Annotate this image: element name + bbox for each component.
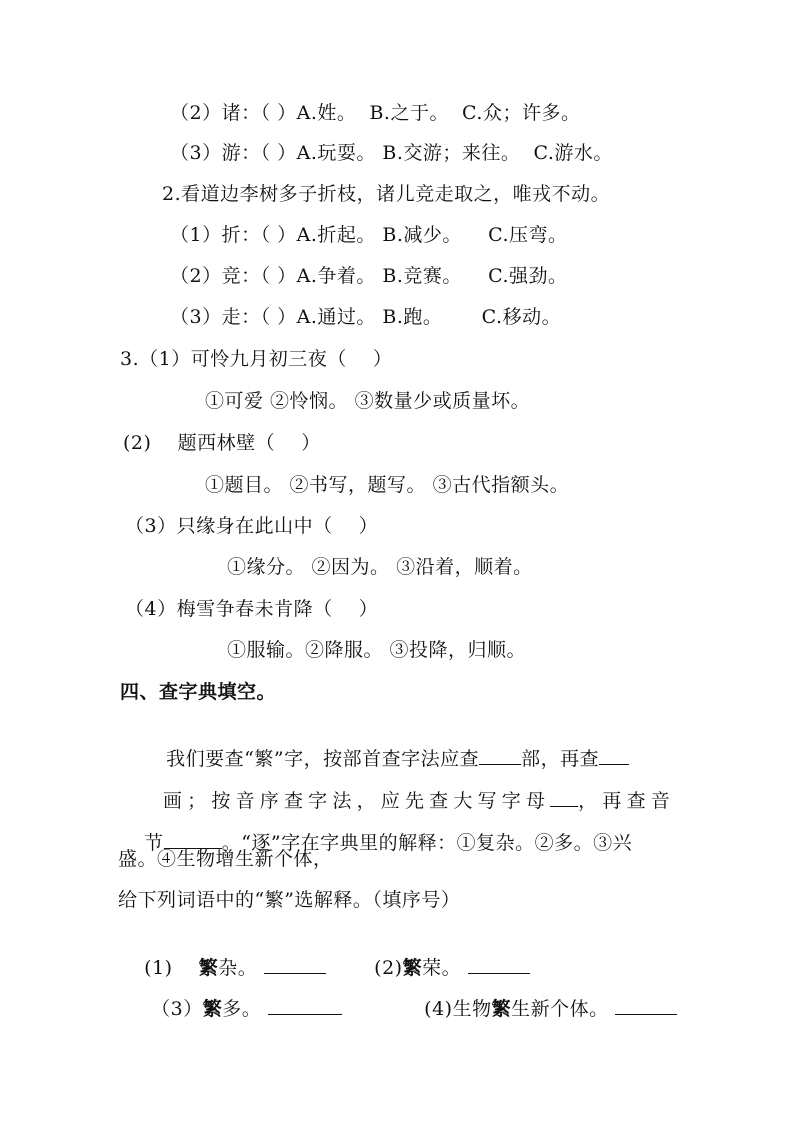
para-3-text-b: 。“逐”字在字典里的解释：①复杂。②多。③兴 (221, 832, 633, 854)
question-3-4: （4）梅雪争春未肯降（ ） (125, 598, 379, 620)
question-2-2-2: （2）竞：（ ）A.争着。 B.竞赛。 C.强劲。 (170, 265, 568, 287)
question-2-2-3: （3）走：（ ）A.通过。 B.跑。 C.移动。 (170, 306, 562, 328)
word-4-highlight: 繁 (491, 998, 512, 1020)
word-4-number: (4)生物 (424, 998, 492, 1020)
question-3-3: （3）只缘身在此山中（ ） (125, 515, 379, 537)
word-3-rest: 多。 (222, 998, 262, 1020)
word-1-rest: 杂。 (218, 957, 258, 979)
section-4-para-line-4: 盛。④生物增生新个体， (118, 848, 333, 870)
word-2-highlight: 繁 (402, 957, 423, 979)
section-4-title: 四、查字典填空。 (120, 681, 277, 703)
question-3-3-options: ①缘分。 ②因为。 ③沿着，顺着。 (227, 556, 533, 578)
section-4-instruction: 给下列词语中的“繁”选解释。（填序号） (118, 889, 461, 911)
question-3-2-options: ①题目。 ②书写，题写。 ③古代指额头。 (205, 474, 570, 496)
word-3-highlight: 繁 (202, 998, 223, 1020)
word-3-number: （3） (151, 998, 203, 1020)
word-item-4 (398, 970, 677, 1048)
question-2-title: 2.看道边李树多子折枝，诸儿竞走取之，唯戎不动。 (162, 183, 611, 205)
question-3-4-options: ①服输。②降服。 ③投降，归顺。 (227, 639, 527, 661)
question-3-2: (2) 题西林壁（ ） (123, 432, 321, 454)
question-3-1: 3.（1）可怜九月初三夜（ ） (120, 348, 393, 370)
word-1-highlight: 繁 (198, 957, 219, 979)
question-2-2-1: （1）折：（ ）A.折起。 B.减少。 C.压弯。 (170, 224, 568, 246)
word-2-rest: 荣。 (422, 957, 462, 979)
para-2-text-b: ，再查音 (578, 790, 675, 812)
word-1-number: (1) (144, 957, 173, 979)
question-2-2: （2）诸：（ ）A.姓。 B.之于。 C.众；许多。 (170, 102, 581, 124)
word-4-rest: 生新个体。 (511, 998, 609, 1020)
question-2-3: （3）游：（ ）A.玩耍。 B.交游；来往。 C.游水。 (170, 142, 613, 164)
para-2-text-a: 画；按音序查字法，应先查大写字母 (162, 790, 551, 812)
question-3-1-options: ①可爱 ②怜悯。 ③数量少或质量坏。 (205, 390, 531, 412)
para-1-text-b: 部，再查 (521, 748, 600, 770)
word-2-number: (2) (374, 957, 403, 979)
para-1-text-a: 我们要查“繁”字，按部首查字法应查 (166, 748, 480, 770)
word-3-answer-blank[interactable] (268, 996, 342, 1015)
para-3-text-a: 节 (144, 832, 164, 854)
word-item-3 (125, 970, 342, 1048)
word-4-answer-blank[interactable] (615, 996, 677, 1015)
